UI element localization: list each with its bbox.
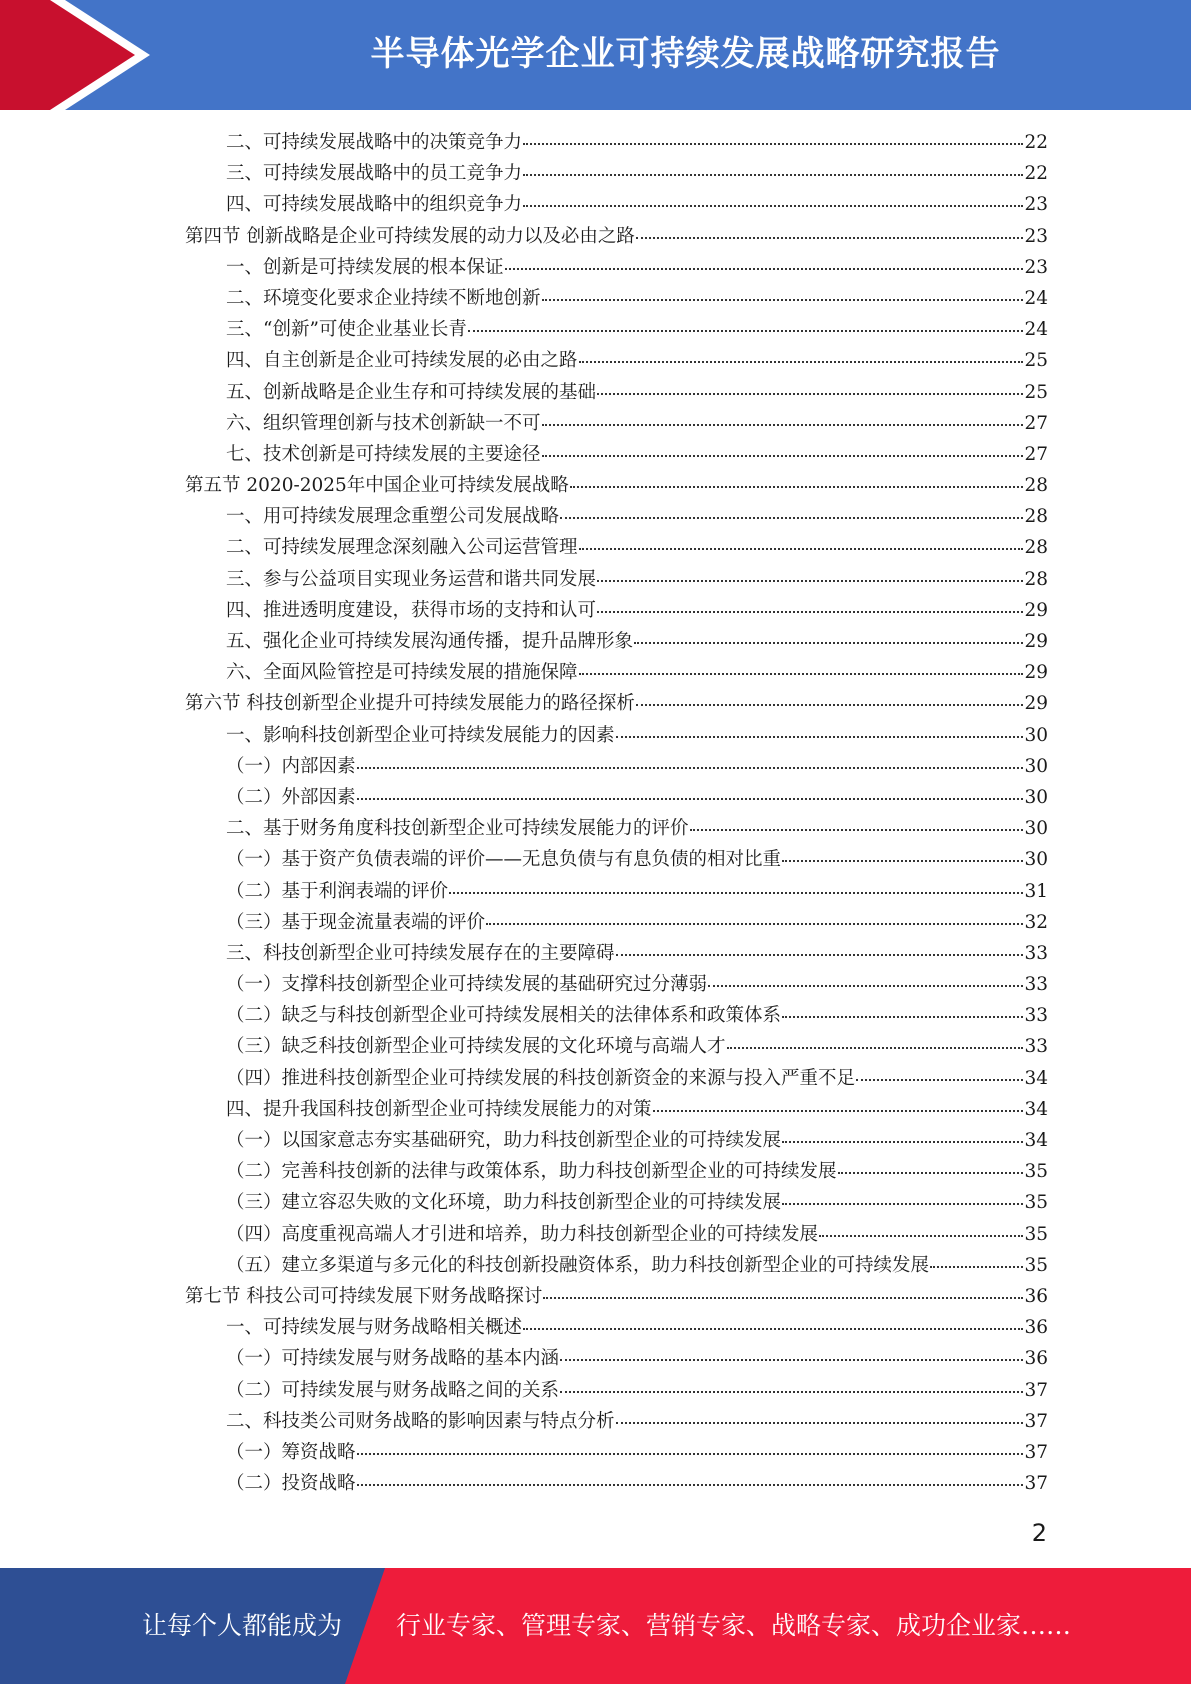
toc-entry-page: 23 — [1024, 256, 1048, 278]
toc-entry-label: （一）内部因素 — [226, 755, 356, 777]
toc-dot-leader — [486, 922, 1023, 925]
toc-dot-leader — [634, 641, 1023, 644]
table-of-contents — [185, 127, 1048, 1499]
page-number: 2 — [1031, 1519, 1047, 1547]
toc-entry-page: 25 — [1024, 350, 1048, 372]
toc-entry-label: 四、自主创新是企业可持续发展的必由之路 — [226, 350, 578, 372]
toc-entry[interactable] — [185, 1375, 1048, 1406]
toc-dot-leader — [597, 610, 1023, 613]
toc-dot-leader — [653, 1109, 1024, 1112]
toc-entry-label: 四、推进透明度建设，获得市场的支持和认可 — [226, 599, 597, 621]
toc-dot-leader — [782, 1140, 1023, 1143]
toc-dot-leader — [449, 891, 1023, 894]
toc-entry-page: 33 — [1024, 942, 1048, 964]
toc-entry-page: 25 — [1024, 381, 1048, 403]
toc-dot-leader — [856, 1078, 1023, 1081]
toc-entry-label: 二、环境变化要求企业持续不断地创新 — [226, 287, 541, 309]
toc-entry[interactable] — [185, 595, 1048, 626]
toc-entry[interactable] — [185, 189, 1048, 220]
toc-dot-leader — [782, 1202, 1023, 1205]
toc-dot-leader — [930, 1265, 1023, 1268]
toc-dot-leader — [357, 1452, 1024, 1455]
toc-entry-page: 28 — [1024, 506, 1048, 528]
toc-entry[interactable] — [185, 1250, 1048, 1281]
toc-section-entry[interactable] — [185, 688, 1048, 719]
toc-entry-label: 一、创新是可持续发展的根本保证 — [226, 256, 504, 278]
toc-dot-leader — [727, 1046, 1024, 1049]
toc-entry-page: 27 — [1024, 443, 1048, 465]
toc-entry-label: 三、科技创新型企业可持续发展存在的主要障碍 — [226, 942, 615, 964]
toc-entry-label: （二）外部因素 — [226, 786, 356, 808]
toc-entry-page: 34 — [1024, 1098, 1048, 1120]
toc-dot-leader — [597, 579, 1023, 582]
toc-entry[interactable] — [185, 377, 1048, 408]
toc-entry[interactable] — [185, 1156, 1048, 1187]
toc-entry-label: （二）投资战略 — [226, 1473, 356, 1495]
toc-entry-page: 30 — [1024, 724, 1048, 746]
toc-dot-leader — [560, 516, 1023, 519]
toc-entry-page: 27 — [1024, 412, 1048, 434]
toc-entry[interactable] — [185, 501, 1048, 532]
toc-dot-leader — [570, 485, 1024, 488]
toc-entry[interactable] — [185, 127, 1048, 158]
toc-dot-leader — [579, 547, 1024, 550]
toc-entry-label: 五、创新战略是企业生存和可持续发展的基础 — [226, 381, 597, 403]
toc-dot-leader — [523, 1327, 1023, 1330]
toc-entry[interactable] — [185, 345, 1048, 376]
toc-dot-leader — [542, 454, 1024, 457]
toc-entry-label: （三）缺乏科技创新型企业可持续发展的文化环境与高端人才 — [226, 1036, 726, 1058]
toc-entry-page: 32 — [1024, 911, 1048, 933]
toc-dot-leader — [708, 984, 1023, 987]
toc-entry-page: 34 — [1024, 1130, 1048, 1151]
toc-entry-label: （三）基于现金流量表端的评价 — [226, 911, 486, 933]
toc-entry-page: 28 — [1024, 475, 1048, 497]
toc-entry[interactable] — [185, 1187, 1048, 1218]
toc-dot-leader — [560, 1390, 1023, 1393]
toc-dot-leader — [543, 1296, 1023, 1299]
toc-entry-label: （一）支撑科技创新型企业可持续发展的基础研究过分薄弱 — [226, 974, 708, 996]
toc-entry-page: 37 — [1024, 1473, 1048, 1495]
toc-dot-leader — [636, 236, 1024, 239]
toc-dot-leader — [468, 329, 1024, 332]
toc-entry-page: 29 — [1024, 631, 1048, 652]
toc-dot-leader — [542, 298, 1024, 301]
toc-entry[interactable] — [185, 1125, 1048, 1156]
toc-entry-label: （二）基于利润表端的评价 — [226, 880, 449, 902]
toc-dot-leader — [819, 1234, 1023, 1237]
toc-dot-leader — [690, 828, 1024, 831]
toc-entry-label: 二、科技类公司财务战略的影响因素与特点分析 — [226, 1410, 615, 1432]
footer-slogan-left: 让每个人都能成为 — [142, 1611, 343, 1640]
document-title: 半导体光学企业可持续发展战略研究报告 — [370, 34, 1001, 74]
toc-entry-label: 六、全面风险管控是可持续发展的措施保障 — [226, 662, 578, 684]
toc-entry-page: 30 — [1024, 818, 1048, 840]
toc-entry-page: 35 — [1024, 1192, 1048, 1214]
toc-entry-page: 23 — [1024, 225, 1048, 247]
toc-entry[interactable] — [185, 782, 1048, 813]
toc-entry-page: 35 — [1024, 1161, 1048, 1183]
toc-section-entry[interactable] — [185, 470, 1048, 501]
toc-entry[interactable] — [185, 1406, 1048, 1437]
toc-entry-label: 三、“创新”可使企业基业长青 — [226, 319, 467, 341]
toc-entry-label: 一、可持续发展与财务战略相关概述 — [226, 1317, 523, 1339]
toc-entry-page: 28 — [1024, 537, 1048, 559]
toc-entry-label: 一、影响科技创新型企业可持续发展能力的因素 — [226, 724, 615, 746]
toc-dot-leader — [357, 797, 1024, 800]
header-bar — [0, 0, 1191, 110]
toc-dot-leader — [560, 1358, 1023, 1361]
toc-entry[interactable] — [185, 938, 1048, 969]
toc-entry-label: （四）高度重视高端人才引进和培养，助力科技创新型企业的可持续发展 — [226, 1223, 819, 1245]
toc-entry-page: 28 — [1024, 568, 1048, 590]
toc-entry-page: 35 — [1024, 1254, 1048, 1276]
toc-entry-page: 37 — [1024, 1379, 1048, 1401]
toc-dot-leader — [597, 392, 1023, 395]
toc-entry-label: 四、提升我国科技创新型企业可持续发展能力的对策 — [226, 1098, 652, 1120]
toc-dot-leader — [579, 672, 1024, 675]
toc-entry-label: （一）基于资产负债表端的评价——无息负债与有息负债的相对比重 — [226, 849, 782, 871]
toc-entry-page: 33 — [1024, 1005, 1048, 1027]
toc-entry-label: 二、基于财务角度科技创新型企业可持续发展能力的评价 — [226, 818, 689, 840]
toc-entry-label: （二）完善科技创新的法律与政策体系，助力科技创新型企业的可持续发展 — [226, 1161, 837, 1183]
toc-entry-page: 24 — [1024, 319, 1048, 341]
toc-dot-leader — [782, 859, 1023, 862]
toc-entry[interactable] — [185, 1063, 1048, 1094]
toc-dot-leader — [523, 204, 1023, 207]
toc-dot-leader — [838, 1171, 1024, 1174]
toc-dot-leader — [523, 173, 1023, 176]
toc-entry-label: 二、可持续发展战略中的决策竞争力 — [226, 132, 523, 153]
toc-entry-label: 一、用可持续发展理念重塑公司发展战略 — [226, 506, 560, 528]
toc-entry[interactable] — [185, 876, 1048, 907]
toc-entry[interactable] — [185, 314, 1048, 345]
toc-entry[interactable] — [185, 907, 1048, 938]
toc-entry-label: 四、可持续发展战略中的组织竞争力 — [226, 194, 523, 216]
toc-entry-page: 33 — [1024, 974, 1048, 996]
toc-entry-page: 34 — [1024, 1067, 1048, 1089]
toc-dot-leader — [357, 1483, 1024, 1486]
toc-entry-label: （一）以国家意志夯实基础研究，助力科技创新型企业的可持续发展 — [226, 1130, 782, 1151]
toc-entry-label: （二）缺乏与科技创新型企业可持续发展相关的法律体系和政策体系 — [226, 1005, 782, 1027]
toc-dot-leader — [616, 1421, 1024, 1424]
toc-entry-page: 36 — [1024, 1317, 1048, 1339]
toc-dot-leader — [505, 267, 1024, 270]
toc-entry-page: 29 — [1024, 693, 1048, 715]
toc-dot-leader — [542, 423, 1024, 426]
toc-entry-page: 29 — [1024, 599, 1048, 621]
toc-section-entry[interactable] — [185, 221, 1048, 252]
toc-entry-label: 三、可持续发展战略中的员工竞争力 — [226, 163, 523, 185]
toc-dot-leader — [616, 953, 1024, 956]
toc-entry[interactable] — [185, 720, 1048, 751]
toc-entry-label: （五）建立多渠道与多元化的科技创新投融资体系，助力科技创新型企业的可持续发展 — [226, 1254, 930, 1276]
toc-entry-page: 22 — [1024, 163, 1048, 185]
toc-entry-page: 37 — [1024, 1410, 1048, 1432]
toc-dot-leader — [636, 703, 1024, 706]
toc-entry-label: （二）可持续发展与财务战略之间的关系 — [226, 1379, 560, 1401]
toc-entry-label: （三）建立容忍失败的文化环境，助力科技创新型企业的可持续发展 — [226, 1192, 782, 1214]
toc-entry-page: 30 — [1024, 786, 1048, 808]
toc-dot-leader — [579, 360, 1024, 363]
toc-entry-label: 七、技术创新是可持续发展的主要途径 — [226, 443, 541, 465]
toc-entry-page: 30 — [1024, 755, 1048, 777]
toc-entry-page: 30 — [1024, 849, 1048, 871]
toc-entry[interactable] — [185, 439, 1048, 470]
toc-entry-page: 36 — [1024, 1348, 1048, 1370]
toc-entry-page: 31 — [1024, 880, 1048, 902]
toc-entry[interactable] — [185, 283, 1048, 314]
toc-entry[interactable] — [185, 158, 1048, 189]
toc-entry-page: 22 — [1024, 132, 1048, 153]
toc-entry-label: 二、可持续发展理念深刻融入公司运营管理 — [226, 537, 578, 559]
toc-entry-label: 第五节 2020-2025年中国企业可持续发展战略 — [185, 475, 569, 497]
toc-dot-leader — [616, 735, 1024, 738]
toc-entry[interactable] — [185, 1312, 1048, 1343]
toc-entry[interactable] — [185, 1031, 1048, 1062]
toc-entry[interactable] — [185, 657, 1048, 688]
toc-dot-leader — [523, 142, 1023, 145]
toc-entry[interactable] — [185, 844, 1048, 875]
toc-entry-page: 23 — [1024, 194, 1048, 216]
toc-entry-label: 第四节 创新战略是企业可持续发展的动力以及必由之路 — [185, 225, 635, 247]
toc-entry-label: 五、强化企业可持续发展沟通传播，提升品牌形象 — [226, 631, 634, 652]
toc-section-entry[interactable] — [185, 1281, 1048, 1312]
toc-entry-label: （一）筹资战略 — [226, 1441, 356, 1463]
toc-entry[interactable] — [185, 564, 1048, 595]
footer-banner — [0, 1568, 1191, 1684]
toc-entry[interactable] — [185, 1219, 1048, 1250]
toc-entry-page: 35 — [1024, 1223, 1048, 1245]
footer-slogan-right: 行业专家、管理专家、营销专家、战略专家、成功企业家…… — [396, 1611, 1072, 1640]
toc-entry[interactable] — [185, 1343, 1048, 1374]
toc-entry[interactable] — [185, 408, 1048, 439]
toc-entry[interactable] — [185, 969, 1048, 1000]
toc-entry[interactable] — [185, 751, 1048, 782]
toc-entry[interactable] — [185, 626, 1048, 657]
toc-dot-leader — [782, 1015, 1023, 1018]
toc-entry-label: 六、组织管理创新与技术创新缺一不可 — [226, 412, 541, 434]
toc-entry-label: 三、参与公益项目实现业务运营和谐共同发展 — [226, 568, 597, 590]
toc-entry[interactable] — [185, 532, 1048, 563]
toc-entry[interactable] — [185, 1437, 1048, 1468]
toc-entry-label: （四）推进科技创新型企业可持续发展的科技创新资金的来源与投入严重不足 — [226, 1067, 856, 1089]
toc-entry-page: 37 — [1024, 1441, 1048, 1463]
toc-entry-page: 29 — [1024, 662, 1048, 684]
toc-entry-page: 33 — [1024, 1036, 1048, 1058]
toc-entry[interactable] — [185, 1094, 1048, 1125]
toc-dot-leader — [357, 766, 1024, 769]
toc-entry-label: （一）可持续发展与财务战略的基本内涵 — [226, 1348, 560, 1370]
toc-entry-page: 36 — [1024, 1285, 1048, 1307]
toc-entry[interactable] — [185, 252, 1048, 283]
toc-entry[interactable] — [185, 1468, 1048, 1499]
toc-entry-label: 第七节 科技公司可持续发展下财务战略探讨 — [185, 1285, 543, 1307]
toc-entry-label: 第六节 科技创新型企业提升可持续发展能力的路径探析 — [185, 693, 635, 715]
toc-entry-page: 24 — [1024, 287, 1048, 309]
toc-entry[interactable] — [185, 1000, 1048, 1031]
toc-entry[interactable] — [185, 813, 1048, 844]
